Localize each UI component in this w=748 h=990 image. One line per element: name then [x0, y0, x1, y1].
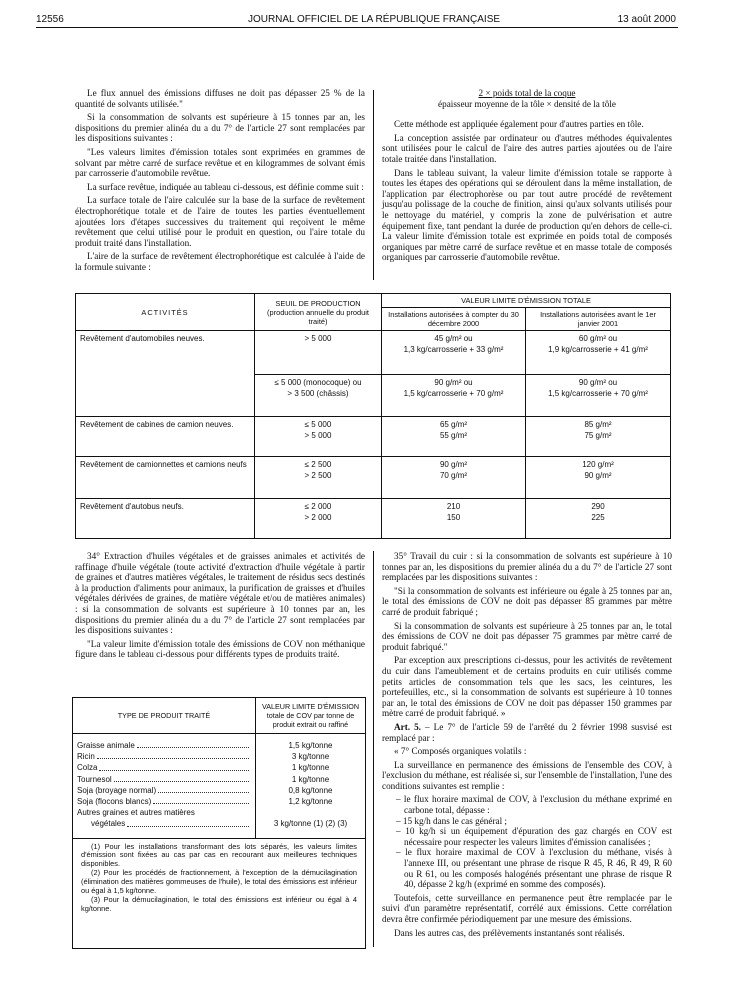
table-row [73, 796, 365, 807]
page-number: 12556 [36, 14, 64, 25]
table-row [73, 807, 365, 837]
product-name: Tournesol [77, 774, 112, 784]
header-limit: VALEUR LIMITE D'ÉMISSION TOTALE [382, 294, 671, 308]
activity-cell: Revêtement de cabines de camion neuves. [76, 417, 255, 457]
column-divider [373, 551, 374, 947]
bottom-right-column [382, 551, 672, 941]
threshold-cell: > 5 000 [255, 331, 382, 375]
column-divider [373, 90, 374, 280]
product-name: Ricin [77, 752, 95, 762]
table-row [73, 740, 365, 751]
product-value: 1 kg/tonne [291, 763, 330, 773]
paragraph: "La valeur limite d'émission totale des émissions de COV non méthanique figure dans le tableau ci-dessous pour différents types de produits traité. [75, 638, 365, 660]
product-name: végétales [91, 819, 126, 829]
paragraph: Si la consommation de solvants est supérieure à 15 tonnes par an, les dispositions du premier alinéa du a du 7° de l'article 27 sont remplacées par les dispositions suivantes : [75, 112, 365, 144]
table-row [76, 417, 671, 457]
surface-formula [382, 88, 672, 109]
product-name: Soja (broyage normal) [77, 785, 157, 795]
header-limit-value: VALEUR LIMITE D'ÉMISSION totale de COV par tonne de produit extrait ou raffiné [256, 698, 366, 734]
header-rule [36, 27, 678, 28]
product-name: Autres graines et autres matières [77, 808, 195, 818]
paragraph: 34° Extraction d'huiles végétales et de graisses animales et activités de raffinage d'huile végétale (toute activité d'extraction d'huile végétale à partir de graines et d'autres matières végétales, le traitement de résidus secs destinés à la production d'aliments pour animaux, la purification de graisses et d'huiles végétales dérivées de graines, de matière végétale et/ou de matières animales) : si la consommation de solvants est supérieure à 10 tonnes par an, les dispositions du premier alinéa du a du 7° de l'article 27 sont remplacées par les dispositions suivantes : [75, 551, 365, 636]
table-row [76, 331, 671, 375]
table-row [73, 762, 365, 773]
product-value: 3 kg/tonne (1) (2) (3) [273, 819, 348, 829]
paragraph: Le flux annuel des émissions diffuses ne doit pas dépasser 25 % de la quantité de solvants utilisée." [75, 88, 365, 109]
table-row [73, 751, 365, 762]
list-item: – 15 kg/h dans le cas général ; [396, 815, 507, 826]
paragraph: L'aire de la surface de revêtement électrophorétique est calculée à l'aide de la formule suivante : [75, 251, 365, 272]
issue-date: 13 août 2000 [617, 14, 676, 25]
paragraph: Dans le tableau suivant, la valeur limite d'émission totale se rapporte à toutes les étapes des opérations qui se déroulent dans la même installation, de l'application par électrophorèse ou par tout autre procédé de revêtement jusqu'au polissage de la couche de finition, ainsi qu'aux solvants utilisés pour le nettoyage du matériel, y compris la zone de pulvérisation et autre équipement fixe, tant pendant la durée de production qu'en dehors de celle-ci. La valeur limite d'émission totale est exprimée en poids total de composés organiques par mètre carré de surface revêtue et en masse totale de composés organiques par carrosserie d'automobile revêtue. [382, 167, 672, 263]
paragraph: La surveillance en permanence des émissions de l'ensemble des COV, à l'exclusion du méthane, est réalisée si, sur l'ensemble de l'installation, l'une des conditions suivantes est remplie : [382, 759, 672, 791]
paragraph: Dans les autres cas, des prélèvements instantanés sont réalisés. [394, 927, 625, 938]
paragraph: Cette méthode est appliquée également pour d'autres parties en tôle. [394, 119, 644, 130]
paragraph: Toutefois, cette surveillance en permanence peut être remplacée par le suivi d'un paramètre représentatif, corrélé aux émissions. Cette corrélation devra être confirmée périodiquement par une mesure des émissions. [382, 892, 672, 924]
formula-denominator: épaisseur moyenne de la tôle × densité de la tôle [438, 98, 616, 109]
formula-numerator: 2 × poids total de la coque [478, 88, 576, 98]
value-cell: 90 g/m² ou 1,5 kg/carrosserie + 70 g/m² [526, 375, 671, 417]
journal-title: JOURNAL OFFICIEL DE LA RÉPUBLIQUE FRANÇAISE [247, 14, 501, 25]
value-cell: 90 g/m² 70 g/m² [382, 457, 526, 499]
paragraph: 35° Travail du cuir : si la consommation de solvants est supérieure à 10 tonnes par an, les dispositions du premier alinéa du a du 7° de l'article 27 sont remplacées par les dispositions suivantes : [382, 551, 672, 583]
activity-cell: Revêtement d'autobus neufs. [76, 499, 255, 539]
value-cell: 210 150 [382, 499, 526, 539]
header-before: Installations autorisées à compter du 30 décembre 2000 [382, 308, 526, 331]
product-value: 1 kg/tonne [291, 774, 330, 784]
value-cell: 90 g/m² ou 1,5 kg/carrosserie + 70 g/m² [382, 375, 526, 417]
table-row [73, 785, 365, 796]
value-cell: 45 g/m² ou 1,3 kg/carrosserie + 33 g/m² [382, 331, 526, 375]
product-type-table-box [72, 697, 366, 949]
paragraph: La surface totale de l'aire calculée sur la base de la surface de revêtement électrophorétique totale et de l'aire de toutes les parties éventuellement ajoutées lors d'étapes successives du traitement qui reçoivent le même revêtement que celui utilisé pour le produit en question, ou l'aire totale du produit traité dans l'installation. [75, 195, 365, 248]
paragraph: La surface revêtue, indiquée au tableau ci-dessous, est définie comme suit : [87, 181, 364, 192]
footnote: (3) Pour la démucilagination, le total des émissions est inférieur ou égal à 4 kg/tonne. [81, 895, 357, 913]
product-name: Graisse animale [77, 741, 135, 750]
value-cell: 120 g/m² 90 g/m² [526, 457, 671, 499]
paragraph: Si la consommation de solvants est supérieure à 25 tonnes par an, le total des émissions de COV ne doit pas dépasser 75 grammes par mètre carré de produit fabriqué." [382, 620, 672, 652]
threshold-cell: ≤ 2 000 > 2 000 [255, 499, 382, 539]
header-threshold: SEUIL DE PRODUCTION (production annuelle du produit traité) [255, 294, 382, 331]
product-type-table [73, 698, 365, 838]
value-cell: 65 g/m² 55 g/m² [382, 417, 526, 457]
product-name: Soja (flocons blancs) [77, 797, 152, 807]
value-cell: 85 g/m² 75 g/m² [526, 417, 671, 457]
footnote: (2) Pour les procédés de fractionnement, à l'exception de la démucilagination (élimination des matières gommeuses de l'huile), le total des émissions est inférieur ou égal à 1,5 kg/tonne. [81, 868, 357, 895]
footnote: (1) Pour les installations transformant des lots séparés, les valeurs limites d'émission sont fixées au cas par cas en recourant aux meilleures techniques disponibles. [81, 841, 357, 868]
paragraph: La conception assistée par ordinateur ou d'autres méthodes équivalentes sont utilisées pour le calcul de l'aire des autres parties ajoutées ou de l'aire totale traitée dans l'installation. [382, 132, 672, 164]
list-item: – 10 kg/h si un équipement d'épuration des gaz chargés en COV est nécessaire pour respecter les valeurs limites d'émission canalisées ; [396, 826, 672, 847]
threshold-cell: ≤ 5 000 (monocoque) ou > 3 500 (châssis) [255, 375, 382, 417]
table-row [76, 499, 671, 539]
list-item: – le flux horaire maximal de COV, à l'exclusion du méthane exprimé en carbone total, dépasse : [396, 794, 672, 816]
header-after: Installations autorisées avant le 1er janvier 2001 [526, 308, 671, 331]
product-value: 0,8 kg/tonne [288, 785, 333, 795]
bottom-left-column [75, 551, 365, 663]
table-row [76, 457, 671, 499]
product-value: 1,5 kg/tonne [288, 741, 333, 750]
article-5: Art. 5. – Le 7° de l'article 59 de l'arrêté du 2 février 1998 susvisé est remplacé par : [382, 721, 672, 743]
header-activities: ACTIVITÉS [76, 294, 255, 331]
product-value: 1,2 kg/tonne [288, 797, 333, 807]
threshold-cell: ≤ 5 000 > 5 000 [255, 417, 382, 457]
paragraph: "Si la consommation de solvants est inférieure ou égale à 25 tonnes par an, le total des émissions de COV ne doit pas dépasser 85 grammes par mètre carré de produit fabriqué ; [382, 585, 672, 617]
product-name: Colza [77, 763, 98, 773]
value-cell: 60 g/m² ou 1,9 kg/carrosserie + 41 g/m² [526, 331, 671, 375]
header-product-type: TYPE DE PRODUIT TRAITÉ [73, 698, 256, 734]
table-row [73, 774, 365, 785]
top-right-column [382, 88, 672, 266]
activity-cell: Revêtement de camionnettes et camions neufs [76, 457, 255, 499]
table-notes [73, 838, 365, 919]
value-cell: 290 225 [526, 499, 671, 539]
threshold-cell: ≤ 2 500 > 2 500 [255, 457, 382, 499]
list-item: – le flux horaire maximal de COV à l'exclusion du méthane, visés à l'annexe III, ou présentant une phrase de risque R 45, R 46, R 49, R 60 ou R 61, ou les composés halogénés présentant une phrase de risque R 40, dépasse 2 kg/h (exprimé en somme des composés). [396, 847, 672, 890]
paragraph: "Les valeurs limites d'émission totales sont exprimées en grammes de solvant par mètre carré de surface revêtue et en kilogrammes de solvant émis par carrosserie d'automobile revêtue. [75, 146, 365, 179]
activity-cell: Revêtement d'automobiles neuves. [76, 331, 255, 417]
article-label: Art. 5. [394, 721, 421, 732]
product-value: 3 kg/tonne [291, 752, 330, 762]
condition-list [382, 794, 672, 889]
top-left-column [75, 88, 365, 276]
paragraph: « 7° Composés organiques volatils : [394, 746, 527, 757]
emission-limits-table [75, 293, 671, 539]
paragraph: Par exception aux prescriptions ci-dessus, pour les activités de revêtement du cuir dans l'ameublement et de certains produits en cuir utilisés comme petits articles de consommation tels que les sacs, les ceintures, les portefeuilles, etc., si la consommation de solvants est supérieure à 10 tonnes par an, le total des émissions de COV ne doit pas dépasser 150 grammes par mètre carré de produit fabriqué. » [382, 655, 672, 719]
